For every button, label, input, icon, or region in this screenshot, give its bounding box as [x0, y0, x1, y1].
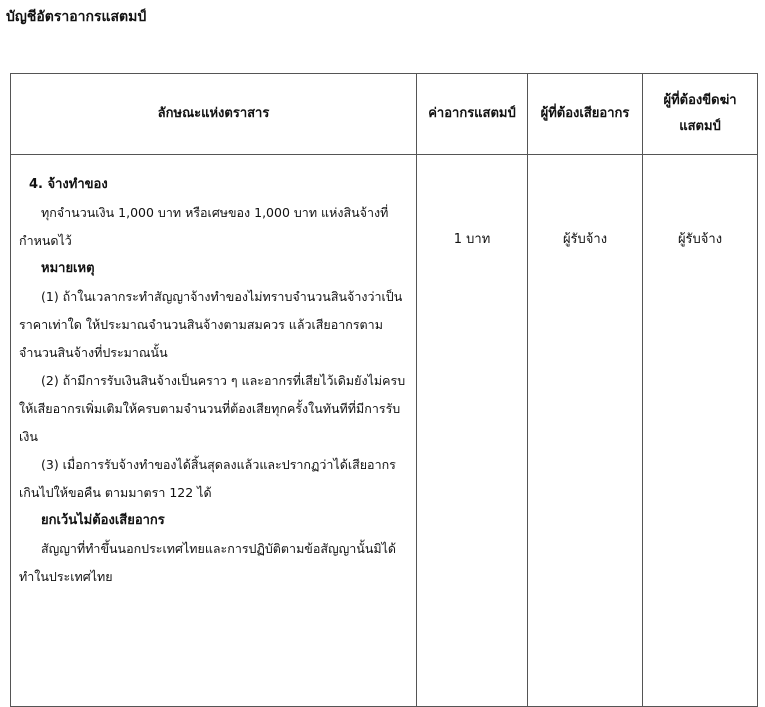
item-text: ทุกจำนวนเงิน 1,000 บาท หรือเศษของ 1,000 บาท แห่งสินจ้างที่กำหนดไว้: [19, 205, 389, 248]
page-title: บัญชีอัตราอากรแสตมป์: [6, 9, 147, 25]
exempt-text: สัญญาที่ทำขึ้นนอกประเทศไทยและการปฏิบัติตามข้อสัญญานั้นมิได้ทำในประเทศไทย: [19, 541, 397, 584]
notes-heading: หมายเหตุ: [41, 261, 95, 276]
note-2: (2) ถ้ามีการรับเงินสินจ้างเป็นคราว ๆ และอากรที่เสียไว้เดิมยังไม่ครบให้เสียอากรเพิ่มเติมให้ครบตามจำนวนที่ต้องเสียทุกครั้งในทันทีที่มีการรับเงิน: [19, 373, 406, 444]
note-3: (3) เมื่อการรับจ้างทำของได้สิ้นสุดลงแล้วและปรากฏว่าได้เสียอากรเกินไปให้ขอคืน ตามมาตรา 122 ได้: [19, 457, 396, 500]
note-1: (1) ถ้าในเวลากระทำสัญญาจ้างทำของไม่ทราบจำนวนสินจ้างว่าเป็นราคาเท่าใด ให้ประมาณจำนวนสินจ้างตามสมควร แล้วเสียอากรตามจำนวนสินจ้างที่ประมาณนั้น: [19, 289, 403, 360]
header-description: ลักษณะแห่งตราสาร: [11, 74, 417, 155]
header-duty: ค่าอากรแสตมป์: [417, 74, 528, 155]
table-row: [11, 155, 758, 707]
exempt-heading: ยกเว้นไม่ต้องเสียอากร: [41, 513, 165, 528]
header-affixer: ผู้ที่ต้องขีดฆ่าแสตมป์: [643, 74, 758, 155]
table-header-row: [11, 74, 758, 155]
affixer-cell: ผู้รับจ้าง: [643, 155, 758, 707]
description-cell: [11, 155, 417, 707]
item-title: 4. จ้างทำของ: [29, 177, 108, 192]
header-payer: ผู้ที่ต้องเสียอากร: [528, 74, 643, 155]
payer-cell: ผู้รับจ้าง: [528, 155, 643, 707]
duty-cell: 1 บาท: [417, 155, 528, 707]
stamp-duty-table: [10, 73, 758, 707]
